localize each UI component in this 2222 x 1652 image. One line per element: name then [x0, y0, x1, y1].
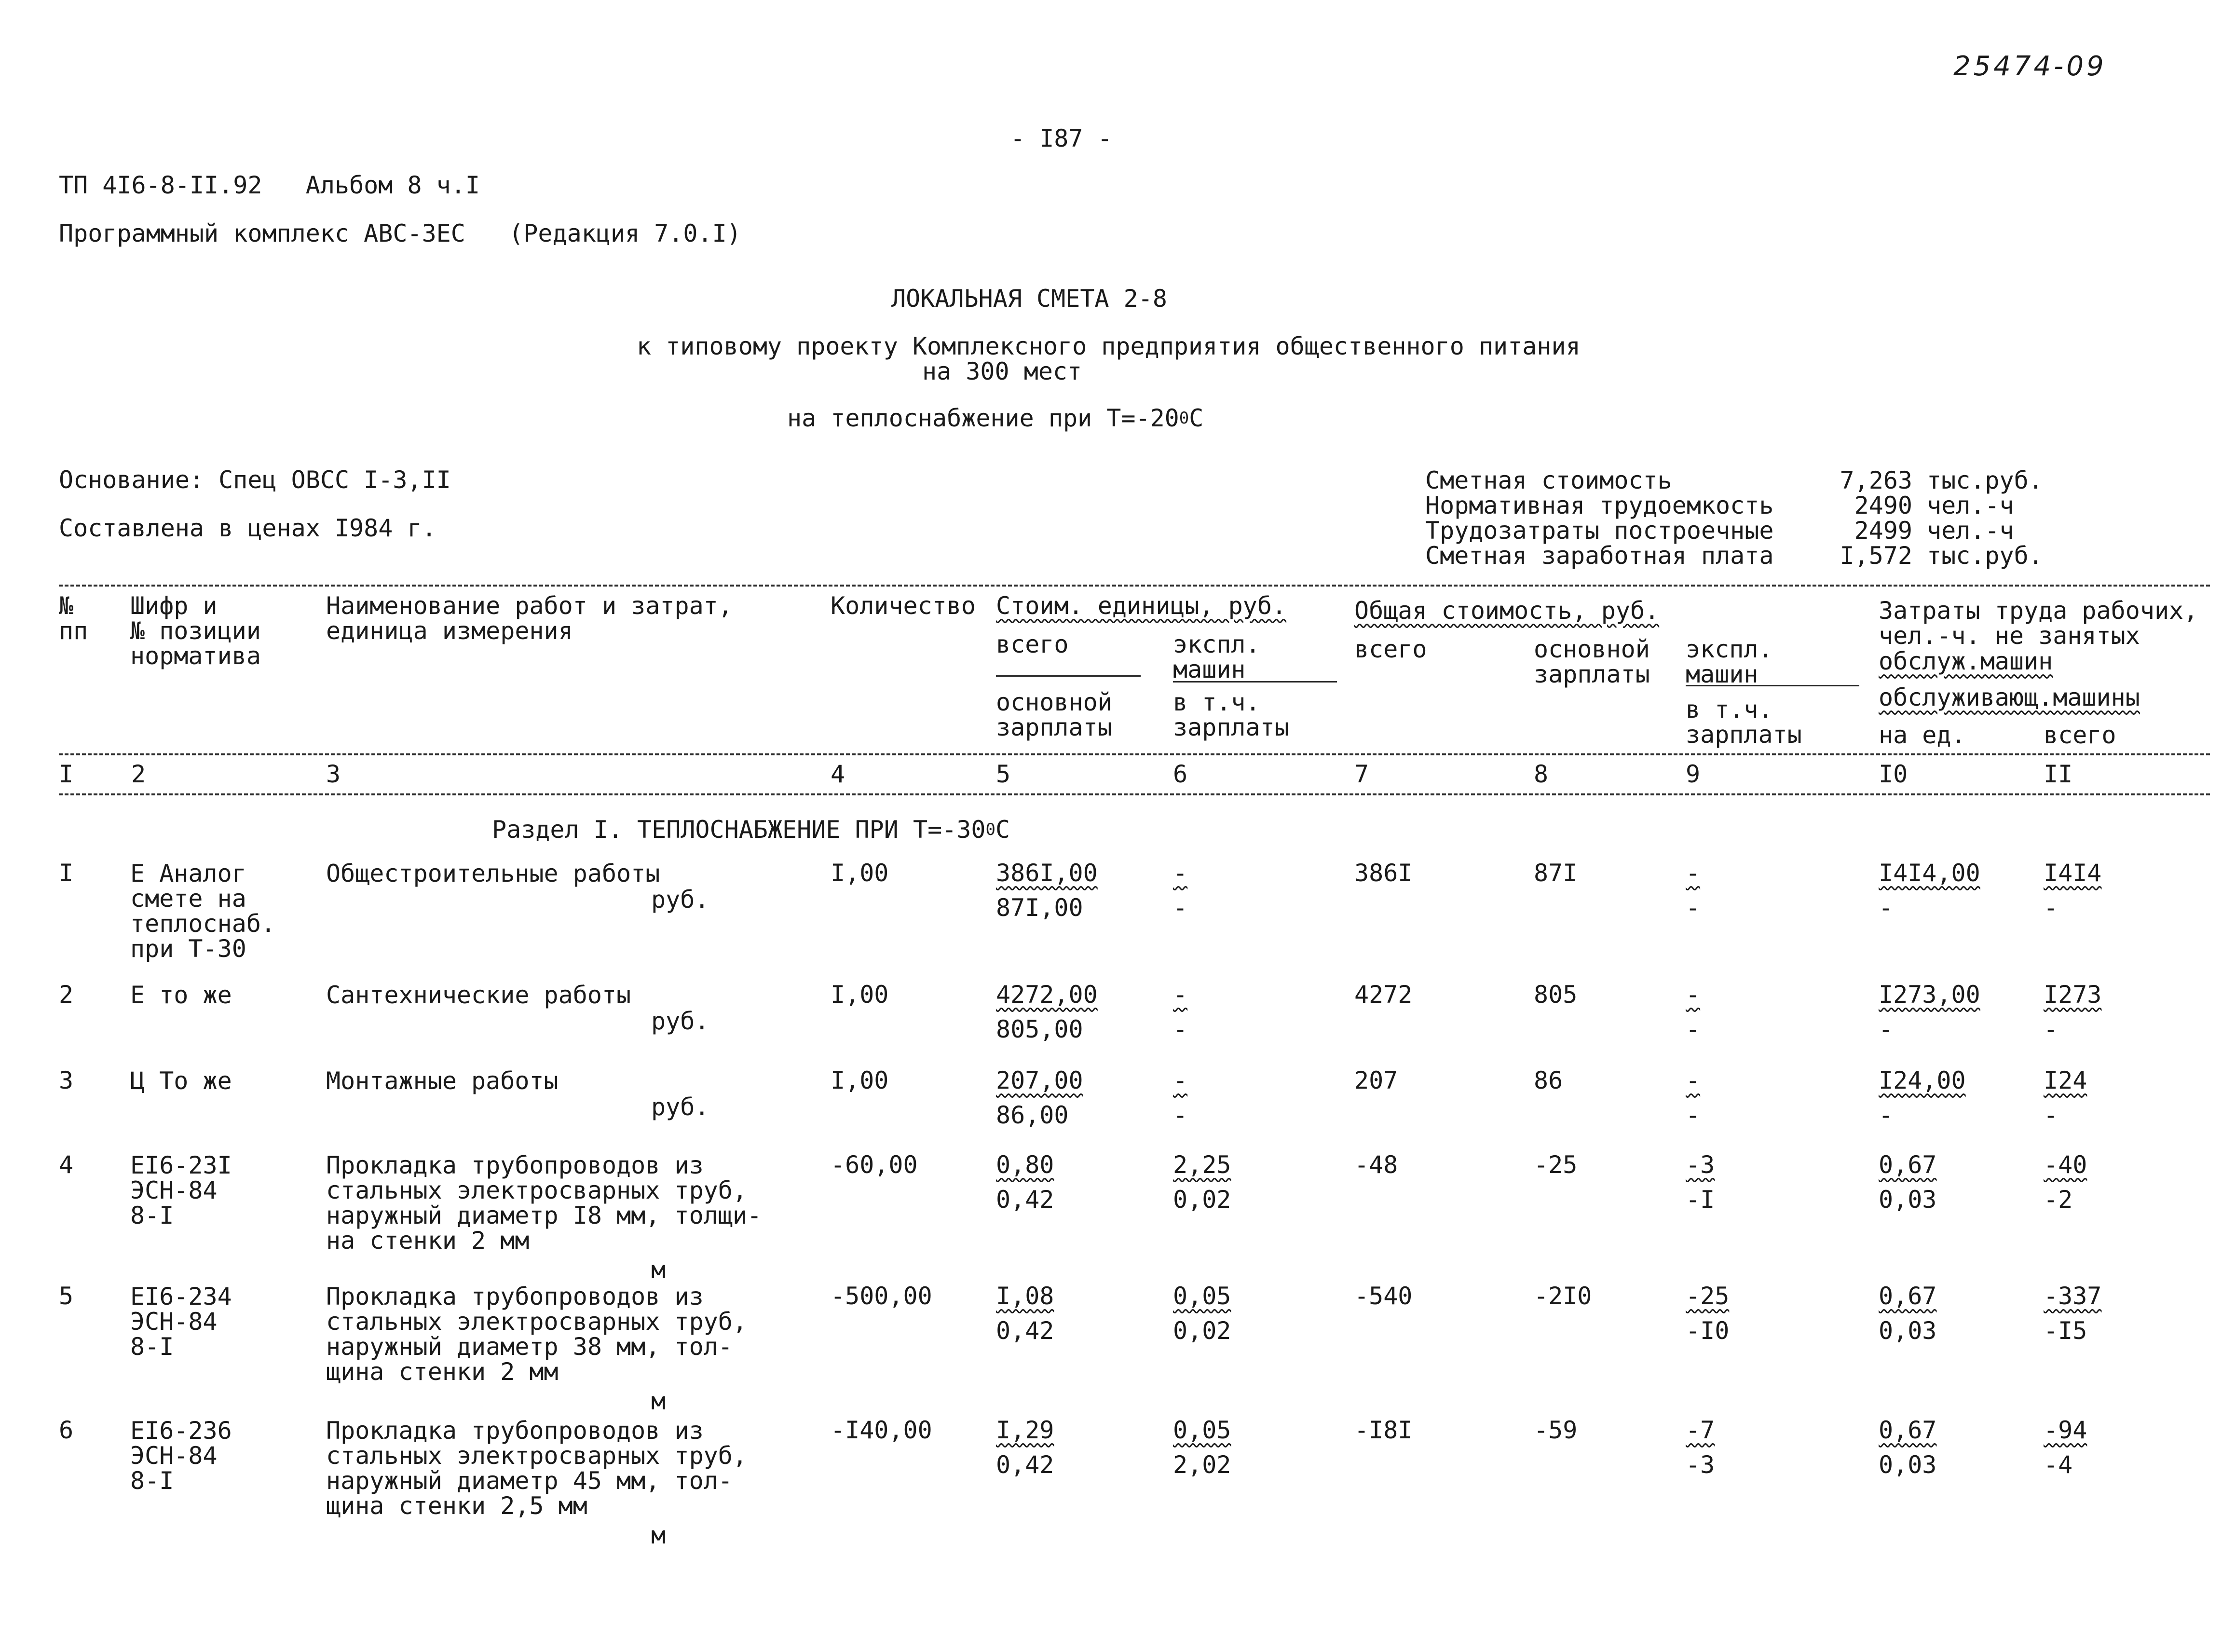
- summary-unit: чел.-ч: [1927, 517, 2014, 545]
- estimate-subtitle-line1: к типовому проекту Комплексного предприятия общественного питания: [637, 332, 1581, 360]
- summary-unit: тыс.руб.: [1927, 466, 2043, 494]
- column-number: 9: [1686, 760, 1701, 788]
- column-number: I0: [1879, 760, 1908, 788]
- row-code: Ц То же: [130, 1067, 232, 1095]
- column-number: 2: [131, 760, 146, 788]
- row-total-machine-salary: -I0: [1686, 1317, 1730, 1345]
- row-unit-machine-salary: 0,02: [1173, 1317, 1231, 1345]
- row-labor-total-machines: -: [2044, 1015, 2058, 1043]
- row-labor-per-unit: I273,00: [1879, 981, 1980, 1009]
- row-number: 4: [59, 1151, 74, 1179]
- row-number: 5: [59, 1282, 74, 1310]
- row-labor-total: -40: [2044, 1151, 2087, 1179]
- row-unit: м: [651, 1521, 666, 1549]
- row-labor-per-unit-machines: 0,03: [1879, 1451, 1937, 1479]
- header-col-1: № пп: [59, 592, 88, 645]
- header-col-9-rule: [1686, 685, 1859, 686]
- header-col-6-top: экспл. машин: [1173, 630, 1260, 683]
- row-total-salary: 86: [1534, 1066, 1563, 1094]
- row-total: -48: [1354, 1151, 1398, 1179]
- row-total-machine-salary: -3: [1686, 1451, 1715, 1479]
- row-code: Е то же: [130, 981, 232, 1009]
- row-labor-per-unit-machines: -: [1879, 894, 1894, 922]
- row-number: I: [59, 859, 74, 887]
- header-labor-sub2: обслуживающ.машины: [1879, 683, 2140, 711]
- summary-label: Трудозатраты построечные: [1425, 517, 1774, 545]
- header-col-6-bottom: в т.ч. зарплаты: [1173, 688, 1289, 741]
- row-name: Прокладка трубопроводов из стальных электросварных труб, наружный диаметр I8 мм, толщи- на стенки 2 мм: [326, 1151, 762, 1255]
- row-unit: м: [651, 1387, 666, 1415]
- header-top-rule: [59, 585, 2210, 587]
- row-labor-per-unit-machines: -: [1879, 1015, 1894, 1043]
- row-total: 4272: [1354, 981, 1413, 1009]
- row-quantity: -500,00: [831, 1282, 932, 1310]
- row-total: 207: [1354, 1066, 1398, 1094]
- row-unit-total: 0,80: [996, 1151, 1054, 1179]
- document-number: 25474-09: [1953, 51, 2107, 82]
- section-title-suffix: С: [995, 816, 1010, 844]
- row-unit-machines: -: [1173, 1066, 1188, 1094]
- summary-label: Сметная заработная плата: [1425, 542, 1774, 570]
- row-quantity: -60,00: [831, 1151, 918, 1179]
- row-unit-machine-salary: 2,02: [1173, 1451, 1231, 1479]
- subtitle-3-text: на теплоснабжение при Т=-20: [787, 404, 1179, 432]
- row-name: Сантехнические работы: [326, 981, 631, 1009]
- header-col-7: всего: [1354, 635, 1427, 663]
- column-number: II: [2044, 760, 2073, 788]
- header-col-5-rule: [996, 675, 1141, 677]
- row-labor-per-unit: I4I4,00: [1879, 859, 1980, 887]
- column-number: I: [59, 760, 74, 788]
- row-unit-machines: 0,05: [1173, 1416, 1231, 1444]
- header-col-9-bottom: в т.ч. зарплаты: [1686, 696, 1802, 749]
- section-title: [492, 818, 1010, 842]
- column-numbers-rule: [59, 793, 2210, 795]
- row-labor-per-unit-machines: 0,03: [1879, 1317, 1937, 1345]
- row-unit: руб.: [651, 1093, 709, 1121]
- row-labor-total: I273: [2044, 981, 2102, 1009]
- row-unit-machines: 0,05: [1173, 1282, 1231, 1310]
- row-name: Прокладка трубопроводов из стальных электросварных труб, наружный диаметр 45 мм, тол- щина стенки 2,5 мм: [326, 1417, 747, 1520]
- header-col-3: Наименование работ и затрат, единица измерения: [326, 592, 733, 645]
- software-info: Программный комплекс АВС-ЗЕС (Редакция 7.0.I): [59, 219, 741, 247]
- row-unit-machine-salary: 0,02: [1173, 1186, 1231, 1214]
- row-unit-machine-salary: -: [1173, 894, 1188, 922]
- row-quantity: -I40,00: [831, 1416, 932, 1444]
- row-unit: м: [651, 1256, 666, 1284]
- summary-unit: тыс.руб.: [1927, 542, 2043, 570]
- basis-line: Основание: Спец ОВСС I-3,II: [59, 466, 451, 494]
- row-labor-total-machines: -: [2044, 894, 2058, 922]
- row-quantity: I,00: [831, 1066, 889, 1094]
- row-total-machine-salary: -I: [1686, 1186, 1715, 1214]
- row-total-machine-salary: -: [1686, 1015, 1701, 1043]
- header-col-5-bottom: основной зарплаты: [996, 688, 1112, 741]
- row-labor-per-unit: 0,67: [1879, 1151, 1937, 1179]
- header-total-cost-group: Общая стоимость, руб.: [1354, 597, 1660, 625]
- row-labor-per-unit-machines: -: [1879, 1101, 1894, 1129]
- column-number: 8: [1534, 760, 1549, 788]
- row-total-salary: -59: [1534, 1416, 1578, 1444]
- row-code: ЕI6-23I ЭСН-84 8-I: [130, 1151, 232, 1229]
- row-total-machines: -: [1686, 981, 1701, 1009]
- row-total-salary: 805: [1534, 981, 1578, 1009]
- row-name: Прокладка трубопроводов из стальных электросварных труб, наружный диаметр 38 мм, тол- щина стенки 2 мм: [326, 1283, 747, 1386]
- row-labor-per-unit: 0,67: [1879, 1416, 1937, 1444]
- header-col-6-rule: [1173, 681, 1337, 683]
- estimate-title: ЛОКАЛЬНАЯ СМЕТА 2-8: [891, 285, 1167, 313]
- row-unit-salary: 0,42: [996, 1317, 1054, 1345]
- prices-line: Составлена в ценах I984 г.: [59, 514, 436, 542]
- row-labor-total-machines: -2: [2044, 1186, 2073, 1214]
- row-unit-total: I,29: [996, 1416, 1054, 1444]
- summary-label: Сметная стоимость: [1425, 466, 1672, 494]
- header-bottom-rule: [59, 753, 2210, 755]
- header-col-10: на ед.: [1879, 721, 1966, 749]
- row-unit-machine-salary: -: [1173, 1015, 1188, 1043]
- row-labor-total: -337: [2044, 1282, 2102, 1310]
- row-total: -I8I: [1354, 1416, 1413, 1444]
- header-col-9-top: экспл. машин: [1686, 635, 1773, 688]
- row-quantity: I,00: [831, 859, 889, 887]
- row-total: 386I: [1354, 859, 1413, 887]
- degree-mark: 0: [1179, 409, 1189, 428]
- row-number: 2: [59, 981, 74, 1009]
- row-unit-salary: 805,00: [996, 1015, 1083, 1043]
- header-col-5-top: всего: [996, 630, 1069, 658]
- header-col-4: Количество: [831, 592, 976, 620]
- row-labor-total-machines: -: [2044, 1101, 2058, 1129]
- row-total-machines: -3: [1686, 1151, 1715, 1179]
- column-number: 3: [326, 760, 341, 788]
- header-col-2: Шифр и № позиции норматива: [130, 592, 261, 670]
- row-unit: руб.: [651, 886, 709, 914]
- row-total-salary: -2I0: [1534, 1282, 1592, 1310]
- row-number: 3: [59, 1066, 74, 1094]
- estimate-subtitle-line2: на 300 мест: [922, 357, 1082, 385]
- row-name: Монтажные работы: [326, 1067, 559, 1095]
- row-total-machines: -: [1686, 859, 1701, 887]
- row-unit-salary: 87I,00: [996, 894, 1083, 922]
- summary-block: [1425, 468, 2100, 568]
- row-total-machines: -: [1686, 1066, 1701, 1094]
- row-code: ЕI6-234 ЭСН-84 8-I: [130, 1283, 232, 1361]
- row-unit-machine-salary: -: [1173, 1101, 1188, 1129]
- row-unit-machines: -: [1173, 859, 1188, 887]
- header-col-11: всего: [2044, 721, 2116, 749]
- row-total-machines: -25: [1686, 1282, 1730, 1310]
- section-title-text: Раздел I. ТЕПЛОСНАБЖЕНИЕ ПРИ Т=-30: [492, 816, 986, 844]
- row-number: 6: [59, 1416, 74, 1444]
- row-total-salary: -25: [1534, 1151, 1578, 1179]
- row-code: Е Аналог смете на теплоснаб. при Т-30: [130, 860, 276, 963]
- row-unit-salary: 0,42: [996, 1451, 1054, 1479]
- row-total-salary: 87I: [1534, 859, 1578, 887]
- row-labor-total-machines: -I5: [2044, 1317, 2087, 1345]
- estimate-subtitle-line3: [787, 406, 1203, 430]
- row-labor-per-unit: 0,67: [1879, 1282, 1937, 1310]
- row-labor-total: I4I4: [2044, 859, 2102, 887]
- summary-label: Нормативная трудоемкость: [1425, 492, 1774, 519]
- section-degree-mark: 0: [985, 820, 995, 839]
- row-unit-salary: 86,00: [996, 1101, 1069, 1129]
- row-unit-total: I,08: [996, 1282, 1054, 1310]
- row-code: ЕI6-236 ЭСН-84 8-I: [130, 1417, 232, 1495]
- row-labor-total: I24: [2044, 1066, 2087, 1094]
- row-total: -540: [1354, 1282, 1413, 1310]
- row-labor-total: -94: [2044, 1416, 2087, 1444]
- page-number: - I87 -: [1010, 124, 1112, 152]
- row-unit-machines: -: [1173, 981, 1188, 1009]
- row-name: Общестроительные работы: [326, 860, 660, 887]
- row-total-machine-salary: -: [1686, 894, 1701, 922]
- summary-unit: чел.-ч: [1927, 492, 2014, 519]
- row-unit-machines: 2,25: [1173, 1151, 1231, 1179]
- summary-value: 2499: [1854, 517, 1912, 545]
- summary-value: 2490: [1854, 492, 1912, 519]
- column-number: 7: [1354, 760, 1369, 788]
- header-unit-cost-group: Стоим. единицы, руб.: [996, 592, 1287, 620]
- subtitle-3-suffix: С: [1189, 404, 1204, 432]
- row-labor-per-unit-machines: 0,03: [1879, 1186, 1937, 1214]
- row-unit-total: 4272,00: [996, 981, 1098, 1009]
- column-number: 4: [831, 760, 845, 788]
- header-labor-sub1: обслуж.машин: [1879, 647, 2053, 675]
- row-labor-total-machines: -4: [2044, 1451, 2073, 1479]
- row-total-machine-salary: -: [1686, 1101, 1701, 1129]
- column-number: 6: [1173, 760, 1188, 788]
- row-unit: руб.: [651, 1007, 709, 1035]
- summary-value: 7,263: [1840, 466, 1912, 494]
- row-unit-total: 386I,00: [996, 859, 1098, 887]
- summary-value: I,572: [1840, 542, 1912, 570]
- header-labor-group: Затраты труда рабочих, чел.-ч. не занятых: [1879, 597, 2198, 650]
- row-labor-per-unit: I24,00: [1879, 1066, 1966, 1094]
- row-unit-total: 207,00: [996, 1066, 1083, 1094]
- header-col-8: основной зарплаты: [1534, 635, 1650, 688]
- project-code: ТП 4I6-8-II.92 Альбом 8 ч.I: [59, 171, 480, 199]
- column-number: 5: [996, 760, 1011, 788]
- row-total-machines: -7: [1686, 1416, 1715, 1444]
- row-unit-salary: 0,42: [996, 1186, 1054, 1214]
- row-quantity: I,00: [831, 981, 889, 1009]
